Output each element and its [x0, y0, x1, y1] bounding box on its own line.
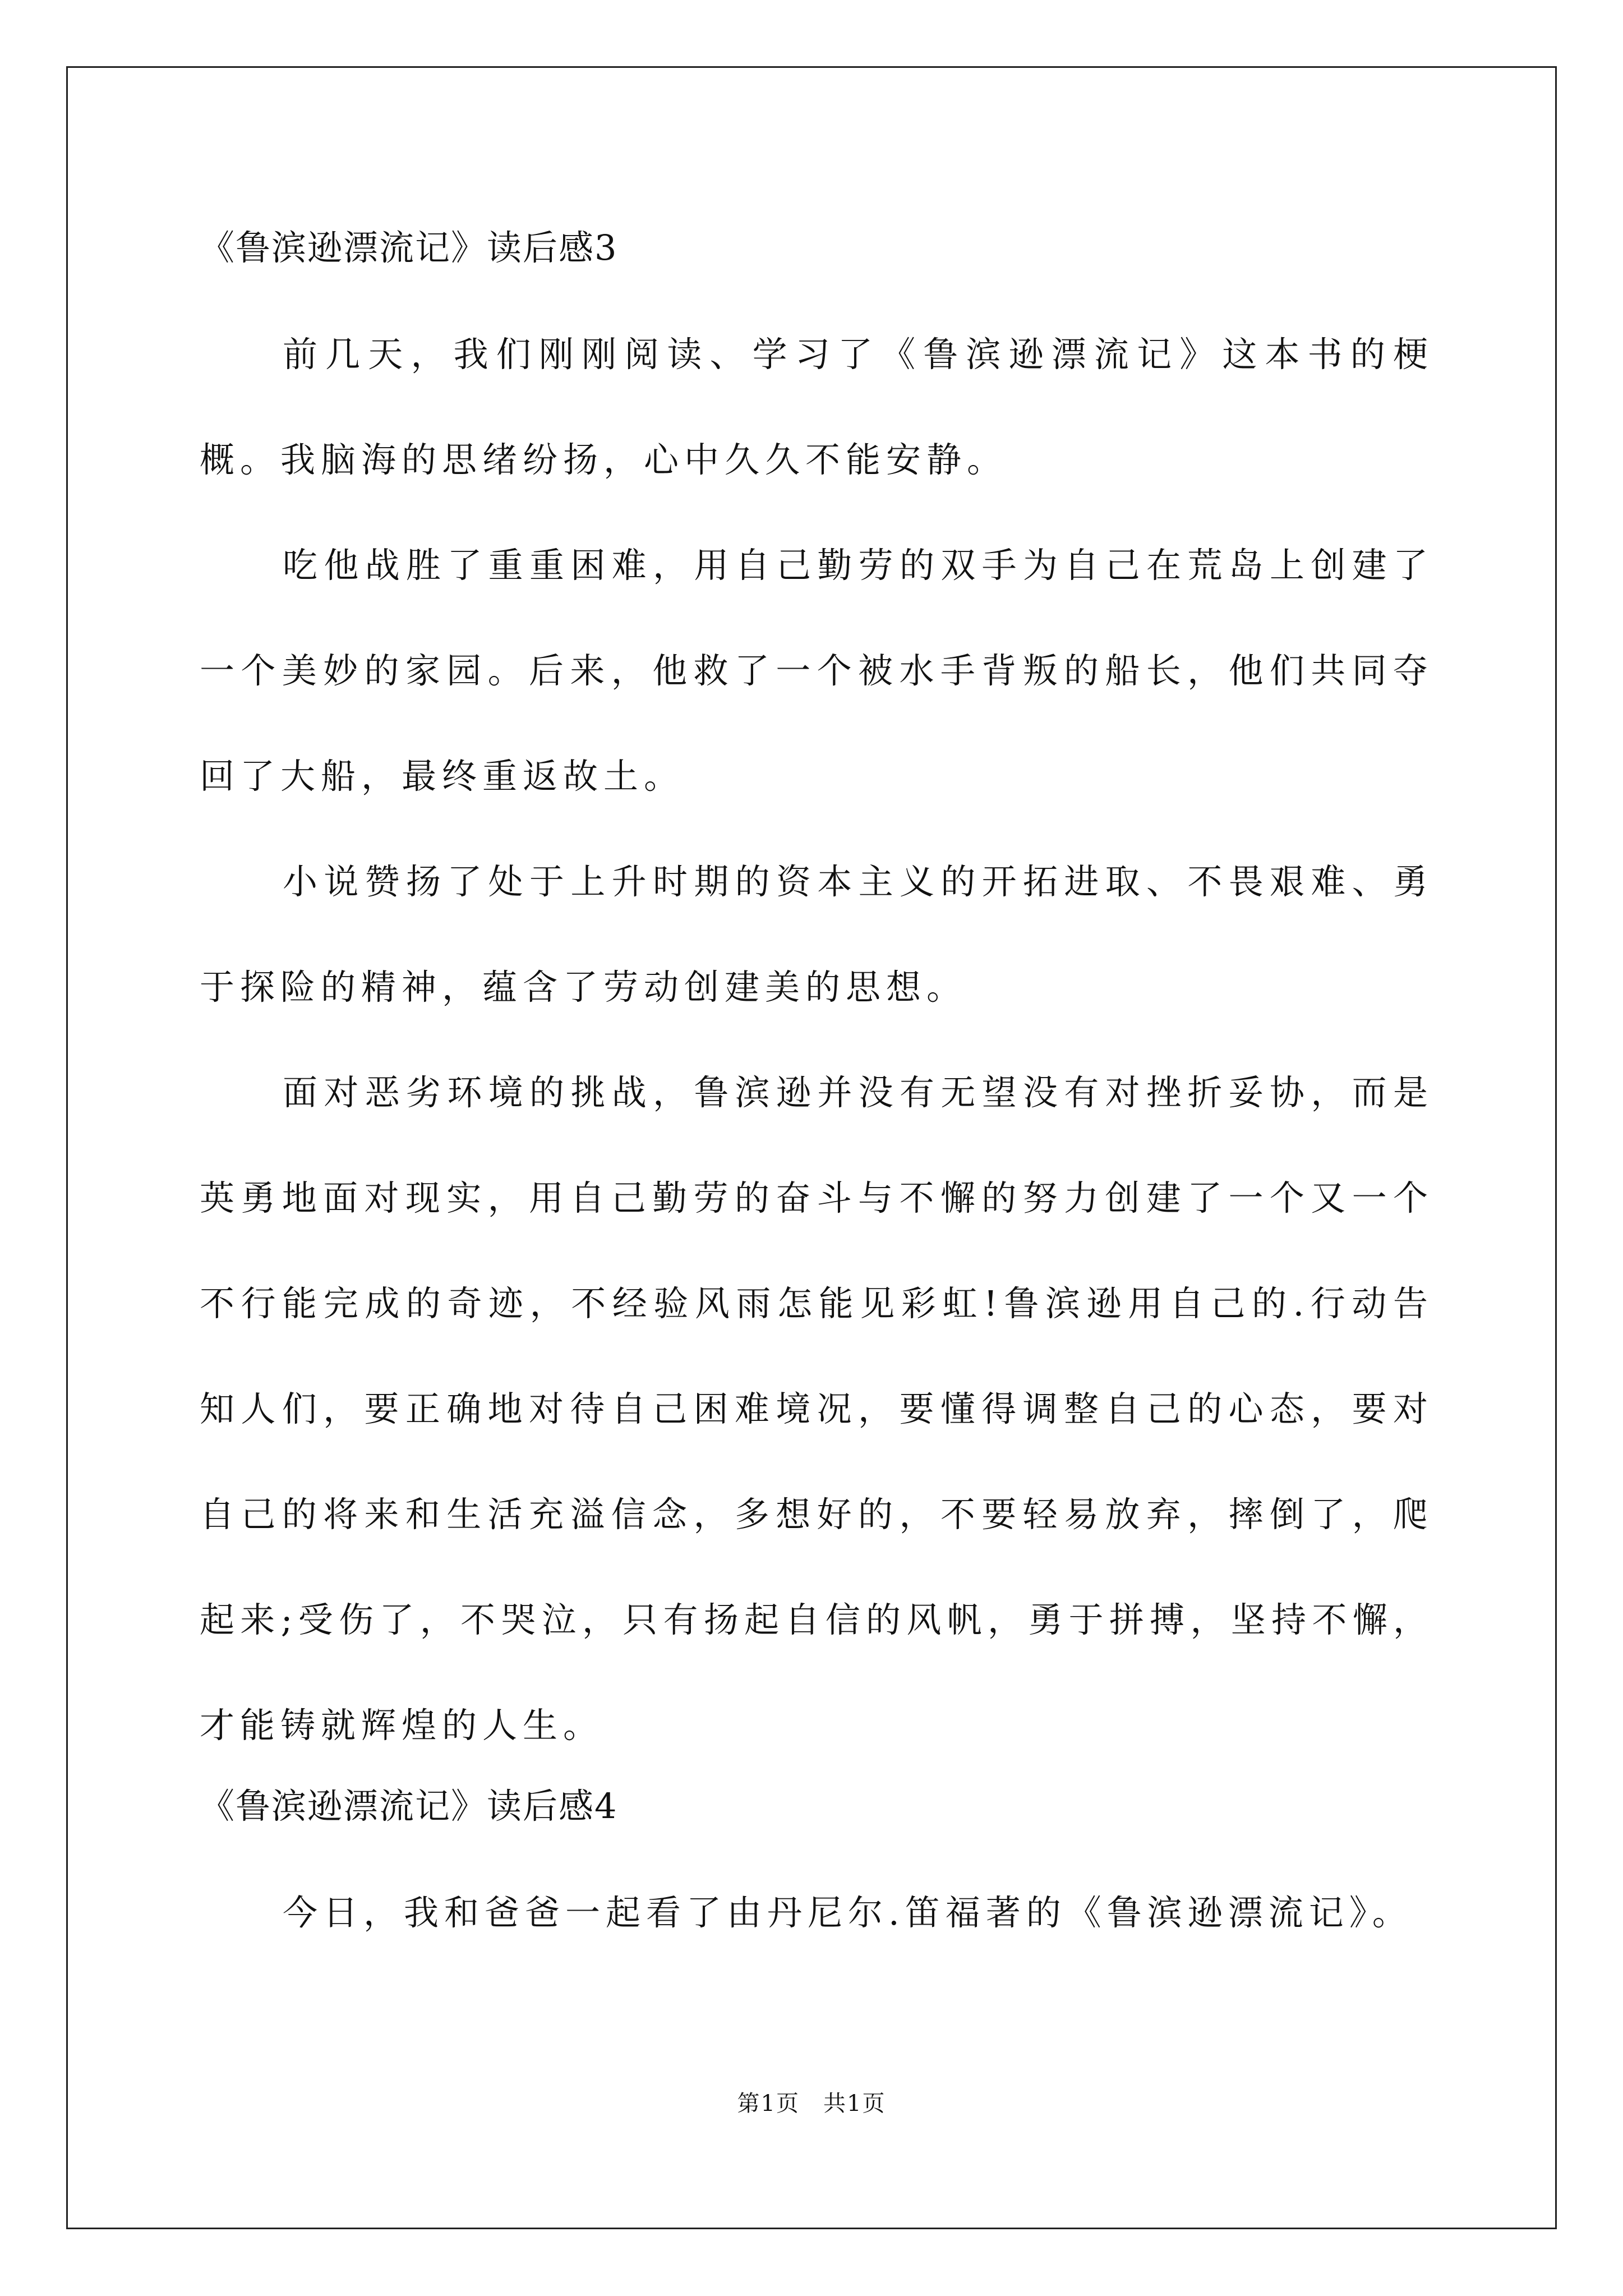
paragraph: 吃他战胜了重重困难，用自己勤劳的双手为自己在荒岛上创建了一个美妙的家园。后来，他救了一个被水手背叛的船长，他们共同夺回了大船，最终重返故土。: [200, 545, 1433, 797]
paragraph: 小说赞扬了处于上升时期的资本主义的开拓进取、不畏艰难、勇于探险的精神，蕴含了劳动创建美的思想。: [200, 861, 1433, 1007]
paragraph: 面对恶劣环境的挑战，鲁滨逊并没有无望没有对挫折妥协，而是英勇地面对现实，用自己勤劳的奋斗与不懈的努力创建了一个又一个不行能完成的奇迹，不经验风雨怎能见彩虹!鲁滨逊用自己的.行动告知人们，要正确地对待自己困难境况，要懂得调整自己的心态，要对自己的将来和生活充溢信念，多想好的，不要轻易放弃，摔倒了，爬起来;受伤了，不哭泣，只有扬起自信的风帆，勇于拼搏，坚持不懈，才能铸就辉煌的人生。: [200, 1072, 1433, 1746]
paragraph: 前几天，我们刚刚阅读、学习了《鲁滨逊漂流记》这本书的梗概。我脑海的思绪纷扬，心中久久不能安静。: [200, 334, 1433, 480]
paragraph: 今日，我和爸爸一起看了由丹尼尔.笛福著的《鲁滨逊漂流记》。: [283, 1892, 1413, 1933]
page-footer: 第1页 共1页: [737, 2091, 886, 2116]
document-body: [200, 220, 1433, 1966]
essay-title-4: 《鲁滨逊漂流记》读后感4: [200, 1786, 618, 1826]
essay-title-3: 《鲁滨逊漂流记》读后感3: [200, 227, 618, 268]
